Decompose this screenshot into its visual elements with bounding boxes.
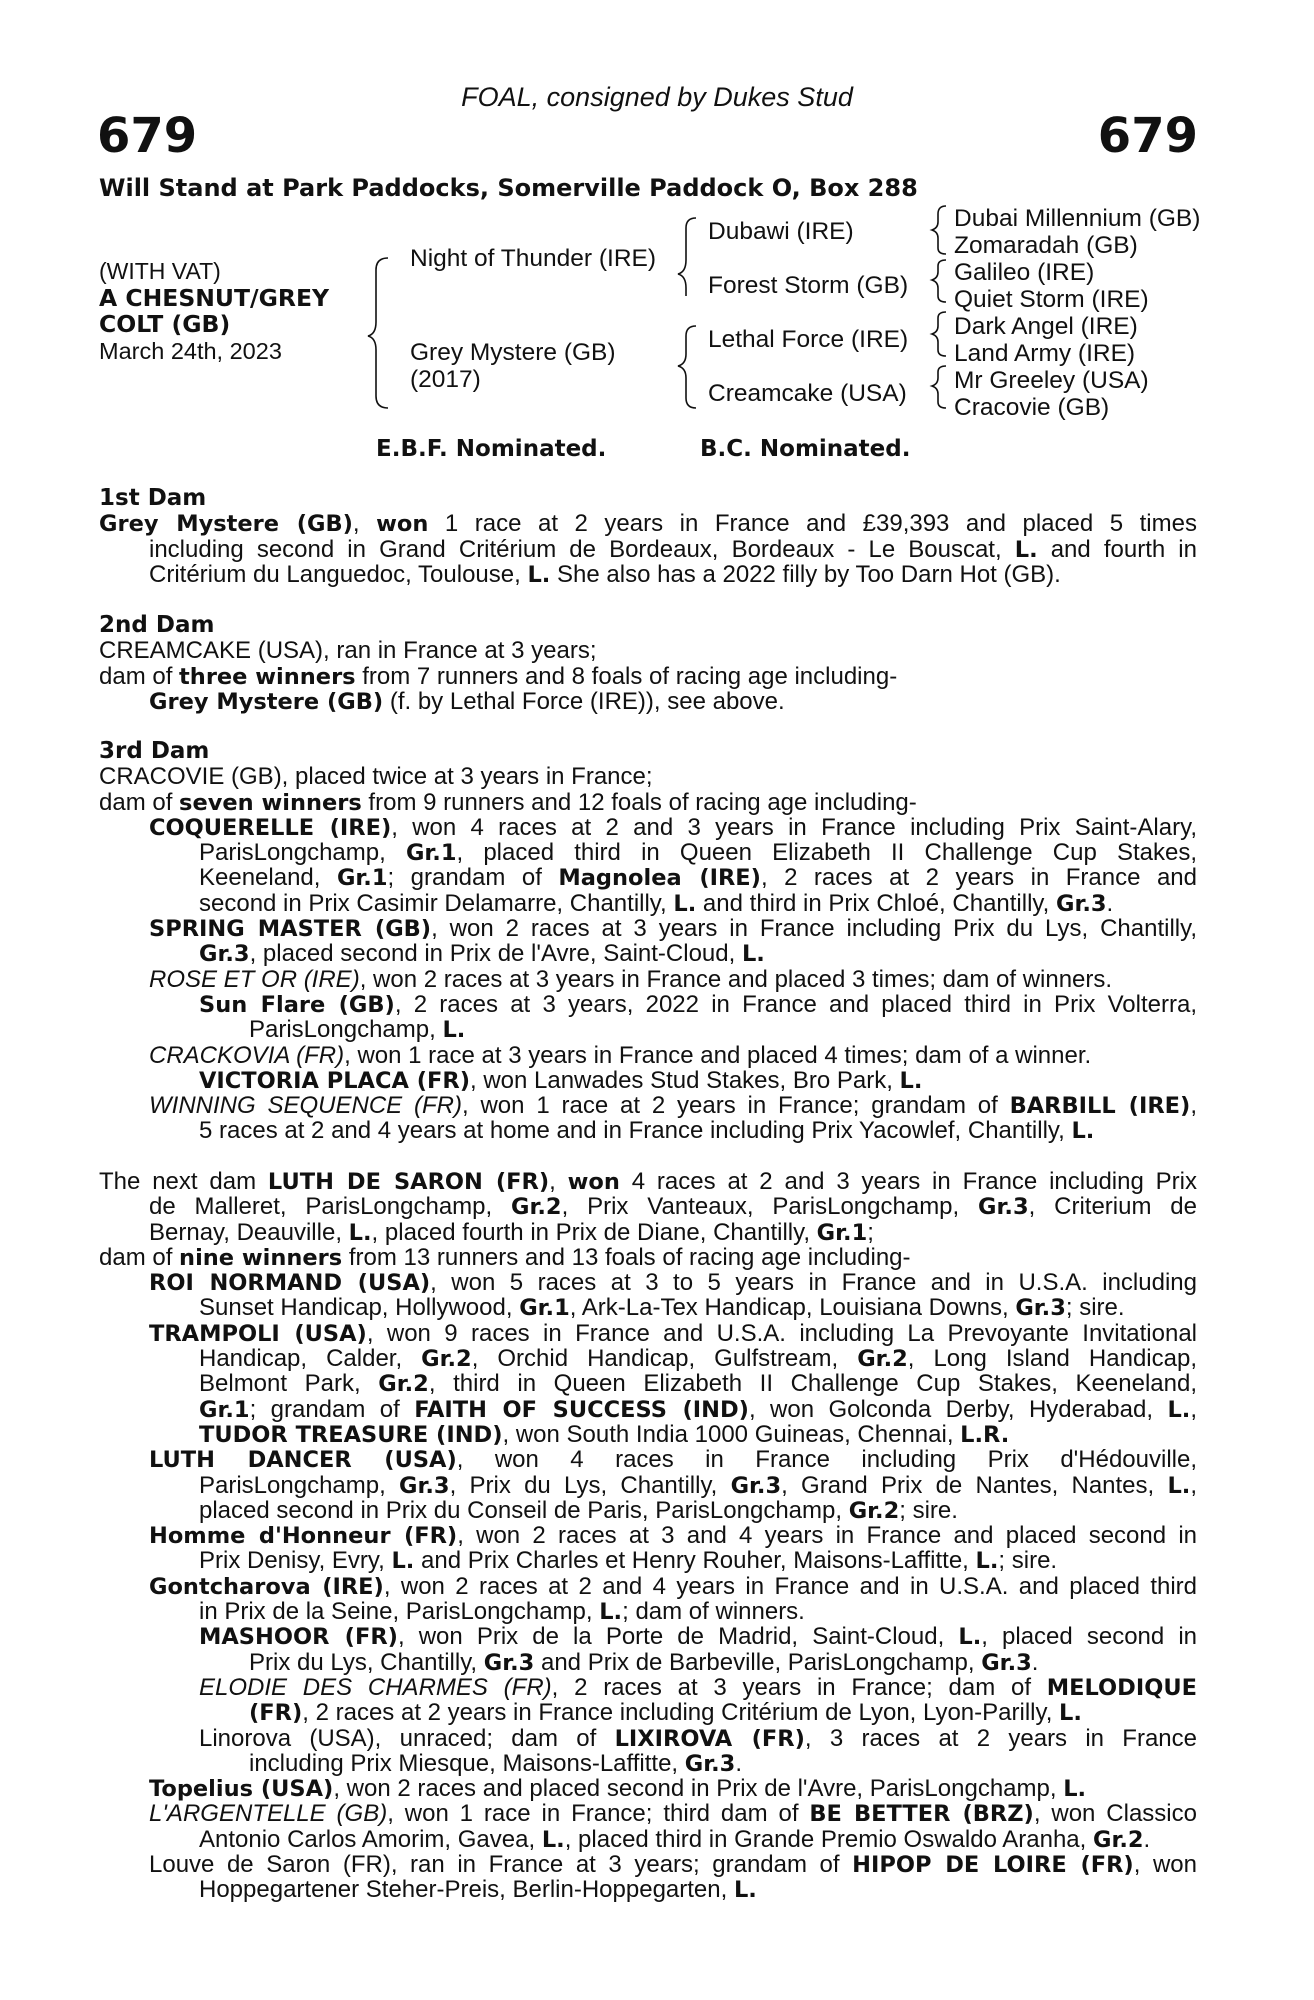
trampoli-4: Gr.1; grandam of FAITH OF SUCCESS (IND), won Golconda Derby, Hyderabad, L.,	[199, 1395, 1197, 1423]
lot-number-left: 679	[97, 108, 198, 164]
horse-description-2: COLT (GB)	[99, 310, 231, 338]
first-dam-heading: 1st Dam	[99, 485, 207, 511]
first-dam-line-3: Critérium du Languedoc, Toulouse, L. She also has a 2022 filly by Too Darn Hot (GB).	[149, 560, 1061, 588]
third-dam-coquerelle-3: Keeneland, Gr.1; grandam of Magnolea (IRE), 2 races at 2 years in France and	[199, 864, 1197, 892]
foaled-date: March 24th, 2023	[99, 338, 282, 364]
third-dam-spring-master-1: SPRING MASTER (GB), won 2 races at 3 years in France including Prix du Lys, Chantilly,	[149, 915, 1197, 943]
next-dam-line-3: Bernay, Deauville, L., placed fourth in Prix de Diane, Chantilly, Gr.1;	[149, 1218, 874, 1246]
lot-number-right: 679	[1097, 108, 1198, 164]
vat-note: (WITH VAT)	[99, 258, 221, 284]
pedigree-dam-sire: Lethal Force (IRE)	[708, 326, 909, 353]
third-dam-crackovia: CRACKOVIA (FR), won 1 race at 3 years in France and placed 4 times; dam of a winner.	[149, 1041, 1092, 1069]
linorova-2: including Prix Miesque, Maisons-Laffitte, Gr.3.	[249, 1749, 742, 1777]
pedigree-g3-6: Land Army (IRE)	[954, 340, 1136, 367]
next-dam-line-2: de Malleret, ParisLongchamp, Gr.2, Prix Vanteaux, ParisLongchamp, Gr.3, Criterium de	[149, 1193, 1197, 1221]
pedigree-sire-sire: Dubawi (IRE)	[708, 218, 854, 245]
linorova-1: Linorova (USA), unraced; dam of LIXIROVA (FR), 3 races at 2 years in France	[199, 1724, 1198, 1752]
gontcharova-2: in Prix de la Seine, ParisLongchamp, L.; dam of winners.	[199, 1598, 805, 1626]
next-dam-line-4: dam of nine winners from 13 runners and 13 foals of racing age including-	[99, 1243, 911, 1271]
third-dam-sun-flare-2: ParisLongchamp, L.	[249, 1016, 466, 1044]
trampoli-2: Handicap, Calder, Gr.2, Orchid Handicap, Gulfstream, Gr.2, Long Island Handicap,	[199, 1345, 1197, 1373]
louve-de-saron-2: Hoppegartener Steher-Preis, Berlin-Hoppegarten, L.	[199, 1876, 757, 1904]
third-dam-sun-flare-1: Sun Flare (GB), 2 races at 3 years, 2022 in France and placed third in Prix Volterra,	[199, 990, 1197, 1018]
stand-location: Will Stand at Park Paddocks, Somerville Paddock O, Box 288	[99, 174, 918, 202]
second-dam-section	[99, 613, 1197, 714]
largentelle-1: L'ARGENTELLE (GB), won 1 race in France; third dam of BE BETTER (BRZ), won Classico	[149, 1800, 1197, 1828]
second-dam-heading: 2nd Dam	[99, 612, 215, 638]
pedigree-dam-dam: Creamcake (USA)	[708, 380, 907, 407]
third-dam-section	[99, 739, 1197, 1144]
tudor-treasure: TUDOR TREASURE (IND), won South India 1000 Guineas, Chennai, L.R.	[199, 1420, 1010, 1448]
roi-normand-1: ROI NORMAND (USA), won 5 races at 3 to 5 years in France and in U.S.A. including	[149, 1269, 1197, 1297]
second-dam-line-2: dam of three winners from 7 runners and 8 foals of racing age including-	[99, 662, 898, 690]
luth-dancer-2: ParisLongchamp, Gr.3, Prix du Lys, Chantilly, Gr.3, Grand Prix de Nantes, Nantes, L.,	[199, 1471, 1197, 1499]
pedigree-g3-3: Galileo (IRE)	[954, 259, 1095, 286]
louve-de-saron-1: Louve de Saron (FR), ran in France at 3 years; grandam of HIPOP DE LOIRE (FR), won	[149, 1851, 1197, 1879]
luth-dancer-1: LUTH DANCER (USA), won 4 races in France including Prix d'Hédouville,	[149, 1446, 1197, 1474]
pedigree-sire: Night of Thunder (IRE)	[410, 245, 657, 272]
mashoor-1: MASHOOR (FR), won Prix de la Porte de Madrid, Saint-Cloud, L., placed second in	[199, 1623, 1198, 1651]
roi-normand-2: Sunset Handicap, Hollywood, Gr.1, Ark-La-Tex Handicap, Louisiana Downs, Gr.3; sire.	[199, 1294, 1125, 1322]
third-dam-heading: 3rd Dam	[99, 738, 210, 764]
ebf-nominated: E.B.F. Nominated.	[376, 436, 607, 462]
topelius: Topelius (USA), won 2 races and placed second in Prix de l'Avre, ParisLongchamp, L.	[149, 1775, 1087, 1803]
pedigree-sire-dam: Forest Storm (GB)	[708, 272, 909, 299]
second-dam-line-1: CREAMCAKE (USA), ran in France at 3 years;	[99, 637, 597, 665]
third-dam-coquerelle-1: COQUERELLE (IRE), won 4 races at 2 and 3 years in France including Prix Saint-Alary,	[149, 813, 1197, 841]
pedigree-g3-8: Cracovie (GB)	[954, 394, 1110, 421]
mashoor-2: Prix du Lys, Chantilly, Gr.3 and Prix de Barbeville, ParisLongchamp, Gr.3.	[249, 1648, 1039, 1676]
pedigree-g3-2: Zomaradah (GB)	[954, 232, 1138, 259]
pedigree-dam: Grey Mystere (GB)	[410, 339, 616, 366]
gontcharova-1: Gontcharova (IRE), won 2 races at 2 and 4 years in France and in U.S.A. and placed third	[149, 1572, 1198, 1600]
third-dam-coquerelle-2: ParisLongchamp, Gr.1, placed third in Queen Elizabeth II Challenge Cup Stakes,	[199, 839, 1197, 867]
pedigree-g3-5: Dark Angel (IRE)	[954, 313, 1138, 340]
pedigree-g3-7: Mr Greeley (USA)	[954, 367, 1149, 394]
third-dam-winning-sequence-1: WINNING SEQUENCE (FR), won 1 race at 2 years in France; grandam of BARBILL (IRE),	[149, 1092, 1197, 1120]
horse-description-1: A CHESNUT/GREY	[99, 284, 330, 312]
pedigree-dam-year: (2017)	[410, 366, 481, 393]
luth-dancer-3: placed second in Prix du Conseil de Paris, ParisLongchamp, Gr.2; sire.	[199, 1496, 958, 1524]
second-dam-line-3: Grey Mystere (GB) (f. by Lethal Force (IRE)), see above.	[149, 687, 785, 715]
consignor-line: FOAL, consigned by Dukes Stud	[461, 82, 853, 112]
third-dam-line-1: CRACOVIE (GB), placed twice at 3 years in France;	[99, 763, 653, 791]
third-dam-winning-sequence-2: 5 races at 2 and 4 years at home and in France including Prix Yacowlef, Chantilly, L.	[199, 1117, 1095, 1145]
trampoli-3: Belmont Park, Gr.2, third in Queen Elizabeth II Challenge Cup Stakes, Keeneland,	[199, 1370, 1197, 1398]
third-dam-line-2: dam of seven winners from 9 runners and 12 foals of racing age including-	[99, 788, 917, 816]
elodie-1: ELODIE DES CHARMES (FR), 2 races at 3 years in France; dam of MELODIQUE	[199, 1673, 1197, 1701]
third-dam-coquerelle-4: second in Prix Casimir Delamarre, Chantilly, L. and third in Prix Chloé, Chantilly, Gr.3.	[199, 889, 1114, 917]
third-dam-spring-master-2: Gr.3, placed second in Prix de l'Avre, Saint-Cloud, L.	[199, 940, 765, 968]
elodie-2: (FR), 2 races at 2 years in France including Critérium de Lyon, Lyon-Parilly, L.	[249, 1699, 1082, 1727]
bc-nominated: B.C. Nominated.	[700, 436, 911, 462]
first-dam-line-1: Grey Mystere (GB), won 1 race at 2 years in France and £39,393 and placed 5 times	[99, 510, 1197, 538]
homme-dhonneur-1: Homme d'Honneur (FR), won 2 races at 3 and 4 years in France and placed second in	[149, 1522, 1198, 1550]
third-dam-rose-et-or: ROSE ET OR (IRE), won 2 races at 3 years in France and placed 3 times; dam of winners.	[149, 965, 1113, 993]
third-dam-victoria-placa: VICTORIA PLACA (FR), won Lanwades Stud Stakes, Bro Park, L.	[199, 1066, 923, 1094]
pedigree-g3-4: Quiet Storm (IRE)	[954, 286, 1149, 313]
trampoli-1: TRAMPOLI (USA), won 9 races in France and U.S.A. including La Prevoyante Invitational	[149, 1319, 1198, 1347]
pedigree-g3-1: Dubai Millennium (GB)	[954, 205, 1201, 232]
next-dam-section	[99, 1169, 1197, 1903]
first-dam-line-2: including second in Grand Critérium de Bordeaux, Bordeaux - Le Bouscat, L. and fourth in	[149, 535, 1197, 563]
homme-dhonneur-2: Prix Denisy, Evry, L. and Prix Charles et Henry Rouher, Maisons-Laffitte, L.; sire.	[199, 1547, 1058, 1575]
next-dam-line-1: The next dam LUTH DE SARON (FR), won 4 races at 2 and 3 years in France including Prix	[99, 1168, 1198, 1195]
largentelle-2: Antonio Carlos Amorim, Gavea, L., placed third in Grande Premio Oswaldo Aranha, Gr.2.	[199, 1825, 1151, 1853]
first-dam-section	[99, 486, 1197, 587]
